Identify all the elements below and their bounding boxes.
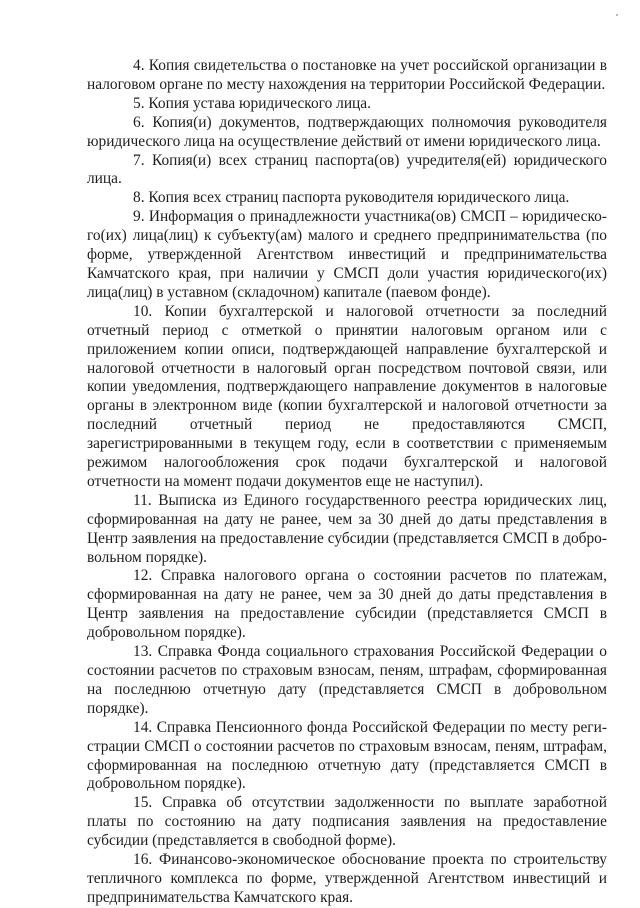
list-item-5: 5. Копия устава юридического лица. xyxy=(133,94,371,112)
list-item-12: 12. Справка налогового органа о состоянии расчетов по платежам, сформированная на дату не ранее, чем за 30 дней до даты представления в Центр заявления на предоставление субсидии (представляется СМСП в добровольном порядке). xyxy=(87,567,607,642)
list-item-8: 8. Копия всех страниц паспорта руководителя юридического лица. xyxy=(133,189,570,207)
list-item-13: 13. Справка Фонда социального страхования Российской Федерации о состоянии расчетов по страховым взносам, пеням, штрафам, сформированная на последнюю отчетную дату (представляется СМСП в добровольном порядке). xyxy=(87,643,607,717)
list-item-4: 4. Копия свидетельства о постановке на учет российской организации в налоговом органе по месту нахождения на территории Российской Федерации. xyxy=(87,57,607,93)
list-item-14: 14. Справка Пенсионного фонда Российской Федерации по месту регистрации СМСП о состоянии расчетов по страховым взносам, пеням, штрафам, сформированная на последнюю отчетную дату (представляется СМСП в добровольном порядке). xyxy=(87,718,607,793)
list-item-11: 11. Выписка из Единого государственного реестра юридических лиц, сформированная на дату не ранее, чем за 30 дней до даты представления в Центр заявления на предоставление субсидии (представляется СМСП в добровольном порядке). xyxy=(87,491,607,566)
list-item-9: 9. Информация о принадлежности участника(ов) СМСП – юридического(их) лица(лиц) к субъекту(ам) малого и среднего предпринимательства (по форме, утвержденной Агентством инвестиций и предпринимательства Камчатского края, при наличии у СМСП доли участия юридического(их) лица(лиц) в уставном (складочном) капитале (паевом фонде). xyxy=(87,208,607,301)
list-item-15: 15. Справка об отсутствии задолженности по выплате заработной платы по состоянию на дату подписания заявления на предоставление субсидии (представляется в свободной форме). xyxy=(87,794,607,850)
list-item-16: 16. Финансово-экономическое обоснование проекта по строительству тепличного комплекса по форме, утвержденной Агентством инвестиций и предпринимательства Камчатского края. xyxy=(87,851,607,906)
list-item-10: 10. Копии бухгалтерской и налоговой отчетности за последний отчетный период с отметкой о принятии налоговым органом или с приложением копии описи, подтверждающей направление бухгалтерской и налоговой отчетности в налоговый орган посредством почтовой связи, или копии уведомления, подтверждающего направление документов в налоговые органы в электронном виде (копии бухгалтерской и налоговой отчетности за последний отчетный период не предоставляются СМСП, зарегистрированными в текущем году, если в соответствии с применяемым режимом налогообложения срок подачи бухгалтерской и налоговой отчетности на момент подачи документов еще не наступил). xyxy=(87,302,607,490)
list-item-7: 7. Копия(и) всех страниц паспорта(ов) учредителя(ей) юридического лица. xyxy=(87,151,607,188)
document-body xyxy=(87,57,607,908)
list-item-6: 6. Копия(и) документов, подтверждающих полномочия руководителя юридического лица на осуществление действий от имени юридического лица. xyxy=(87,113,607,150)
scan-speck xyxy=(616,14,618,16)
